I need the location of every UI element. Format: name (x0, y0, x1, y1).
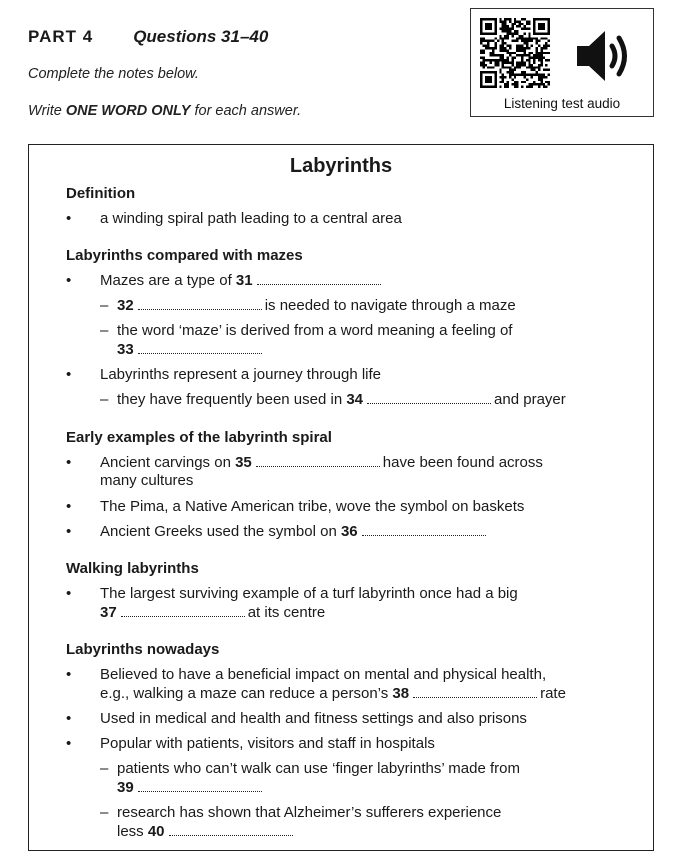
list-item: they have frequently been used in 34 and prayer (117, 391, 566, 408)
part-header (28, 26, 268, 48)
section-heading-walking: Walking labyrinths (66, 560, 199, 577)
bullet-marker: • (66, 735, 72, 752)
question-number: 35 (235, 454, 252, 471)
list-item: patients who can’t walk can use ‘finger labyrinths’ made from (117, 760, 520, 777)
bullet-marker: • (66, 585, 72, 602)
section-heading-mazes: Labyrinths compared with mazes (66, 247, 303, 264)
list-item: Mazes are a type of 31 (100, 271, 384, 290)
question-number: 36 (340, 523, 358, 540)
answer-blank-38[interactable] (413, 686, 537, 698)
question-number: 34 (346, 391, 364, 408)
speaker-icon[interactable] (571, 25, 633, 87)
list-item: Believed to have a beneficial impact on mental and physical health, (100, 666, 547, 683)
list-item: Ancient carvings on 35 have been found across (100, 454, 543, 471)
bullet-marker: • (66, 272, 72, 289)
list-item: Labyrinths represent a journey through life (100, 366, 382, 383)
list-item-continued: 37 at its centre (100, 604, 326, 621)
answer-blank-31[interactable] (257, 273, 381, 285)
dash-marker: – (100, 297, 109, 314)
bullet-marker: • (66, 523, 72, 540)
bullet-marker: • (66, 366, 72, 383)
list-item: the word ‘maze’ is derived from a word meaning a feeling of (117, 322, 513, 339)
list-item: Popular with patients, visitors and staff in hospitals (100, 735, 435, 752)
section-heading-definition: Definition (66, 185, 136, 202)
definition-text: a winding spiral path leading to a central area (100, 210, 402, 227)
part-label: PART 4 (28, 27, 94, 46)
question-number: 37 (100, 604, 117, 621)
list-item: The Pima, a Native American tribe, wove the symbol on baskets (100, 498, 525, 515)
qr-code-icon[interactable] (480, 18, 550, 88)
audio-label: Listening test audio (503, 96, 621, 111)
notes-title: Labyrinths (289, 155, 393, 177)
answer-blank-35[interactable] (256, 455, 380, 467)
answer-blank-33[interactable] (138, 342, 262, 354)
question-number: 38 (392, 685, 410, 702)
question-number: 33 (117, 341, 134, 358)
dash-marker: – (100, 322, 109, 339)
list-item-continued: many cultures (100, 472, 194, 489)
answer-blank-37[interactable] (121, 605, 245, 617)
bullet-marker: • (66, 710, 72, 727)
question-number: 32 (117, 297, 134, 314)
list-item-continued: less 40 (117, 822, 296, 841)
list-item-continued: e.g., walking a maze can reduce a person’s 38 rate (100, 685, 566, 702)
audio-panel[interactable] (470, 8, 654, 117)
list-item-continued (117, 340, 265, 359)
instruction-word-limit: Write ONE WORD ONLY for each answer. (28, 103, 302, 119)
answer-blank-40[interactable] (169, 824, 293, 836)
bullet-marker: • (66, 210, 72, 227)
notes-panel (28, 144, 654, 851)
instruction-complete: Complete the notes below. (28, 66, 199, 82)
dash-marker: – (100, 760, 109, 777)
list-item: research has shown that Alzheimer’s sufferers experience (117, 804, 502, 821)
bullet-marker: • (66, 454, 72, 471)
question-number: 40 (147, 823, 165, 840)
dash-marker: – (100, 391, 109, 408)
list-item: 32 is needed to navigate through a maze (117, 297, 516, 314)
list-item: Used in medical and health and fitness settings and also prisons (100, 710, 527, 727)
dash-marker: – (100, 804, 109, 821)
section-heading-early-examples: Early examples of the labyrinth spiral (66, 429, 332, 446)
list-item-continued (117, 778, 265, 797)
bullet-marker: • (66, 666, 72, 683)
list-item: Ancient Greeks used the symbol on 36 (100, 522, 489, 541)
answer-blank-39[interactable] (138, 780, 262, 792)
answer-blank-32[interactable] (138, 298, 262, 310)
question-number: 39 (117, 779, 134, 796)
section-heading-nowadays: Labyrinths nowadays (66, 641, 220, 658)
questions-range: Questions 31–40 (133, 27, 269, 46)
answer-blank-34[interactable] (367, 392, 491, 404)
list-item: The largest surviving example of a turf labyrinth once had a big (100, 585, 518, 602)
part-title (28, 26, 268, 48)
answer-blank-36[interactable] (362, 524, 486, 536)
bullet-marker: • (66, 498, 72, 515)
question-number: 31 (235, 272, 253, 289)
